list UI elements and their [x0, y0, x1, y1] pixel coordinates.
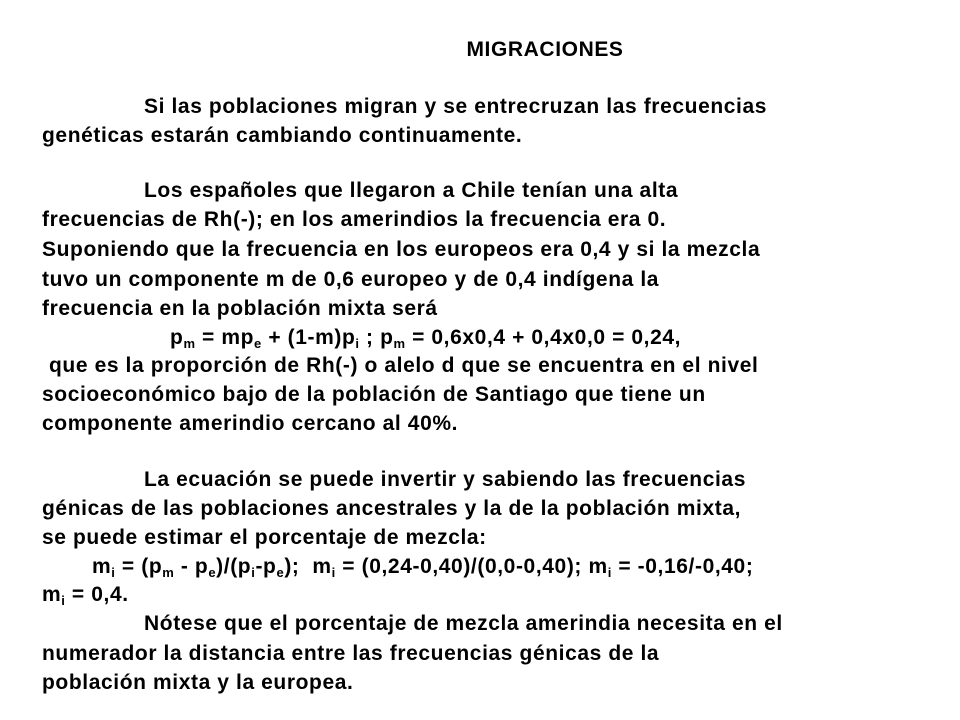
paragraph-2-line-4: tuvo un componente m de 0,6 europeo y de 0,4 indígena la — [42, 268, 660, 291]
paragraph-2-line-1: Los españoles que llegaron a Chile tenían una alta — [144, 179, 679, 202]
paragraph-3-line-2: socioeconómico bajo de la población de Santiago que tiene un — [42, 383, 706, 406]
paragraph-5-line-2: numerador la distancia entre las frecuencias génicas de la — [42, 642, 660, 665]
paragraph-4-line-3: se puede estimar el porcentaje de mezcla: — [42, 526, 487, 549]
paragraph-5-line-1: Nótese que el porcentaje de mezcla amerindia necesita en el — [144, 612, 783, 635]
equation-admixture: $p_m = mp_e + (1-m)p_i$ ; $p_m = 0,6x0,4 + 0,4x0,0 = 0,24$, — [170, 326, 682, 351]
paragraph-3-line-1: que es la proporción de Rh(-) o alelo d que se encuentra en el nivel — [49, 354, 759, 377]
paragraph-2-line-5: frecuencia en la población mixta será — [42, 297, 438, 320]
equation-inverted: $m_i = (p_m - p_e)/(p_i-p_e)$; $m_i = (0,24-0,40)/(0,0-0,40)$; $m_i = -0,16/-0,40$; — [92, 555, 754, 580]
paragraph-1-line-2: genéticas estarán cambiando continuamente. — [42, 124, 523, 147]
paragraph-5-line-3: población mixta y la europea. — [42, 671, 354, 694]
paragraph-4-line-2: génicas de las poblaciones ancestrales y la de la población mixta, — [42, 497, 742, 520]
paragraph-1-line-1: Si las poblaciones migran y se entrecruzan las frecuencias — [144, 95, 768, 118]
paragraph-2-line-3: Suponiendo que la frecuencia en los europeos era 0,4 y si la mezcla — [42, 238, 761, 261]
paragraph-3-line-3: componente amerindio cercano al 40%. — [42, 412, 459, 435]
equation-result: $m_i = 0,4$. — [42, 583, 129, 608]
paragraph-4-line-1: La ecuación se puede invertir y sabiendo las frecuencias — [144, 468, 746, 491]
page-title: MIGRACIONES — [466, 38, 624, 61]
paragraph-2-line-2: frecuencias de Rh(-); en los amerindios la frecuencia era 0. — [42, 208, 667, 231]
